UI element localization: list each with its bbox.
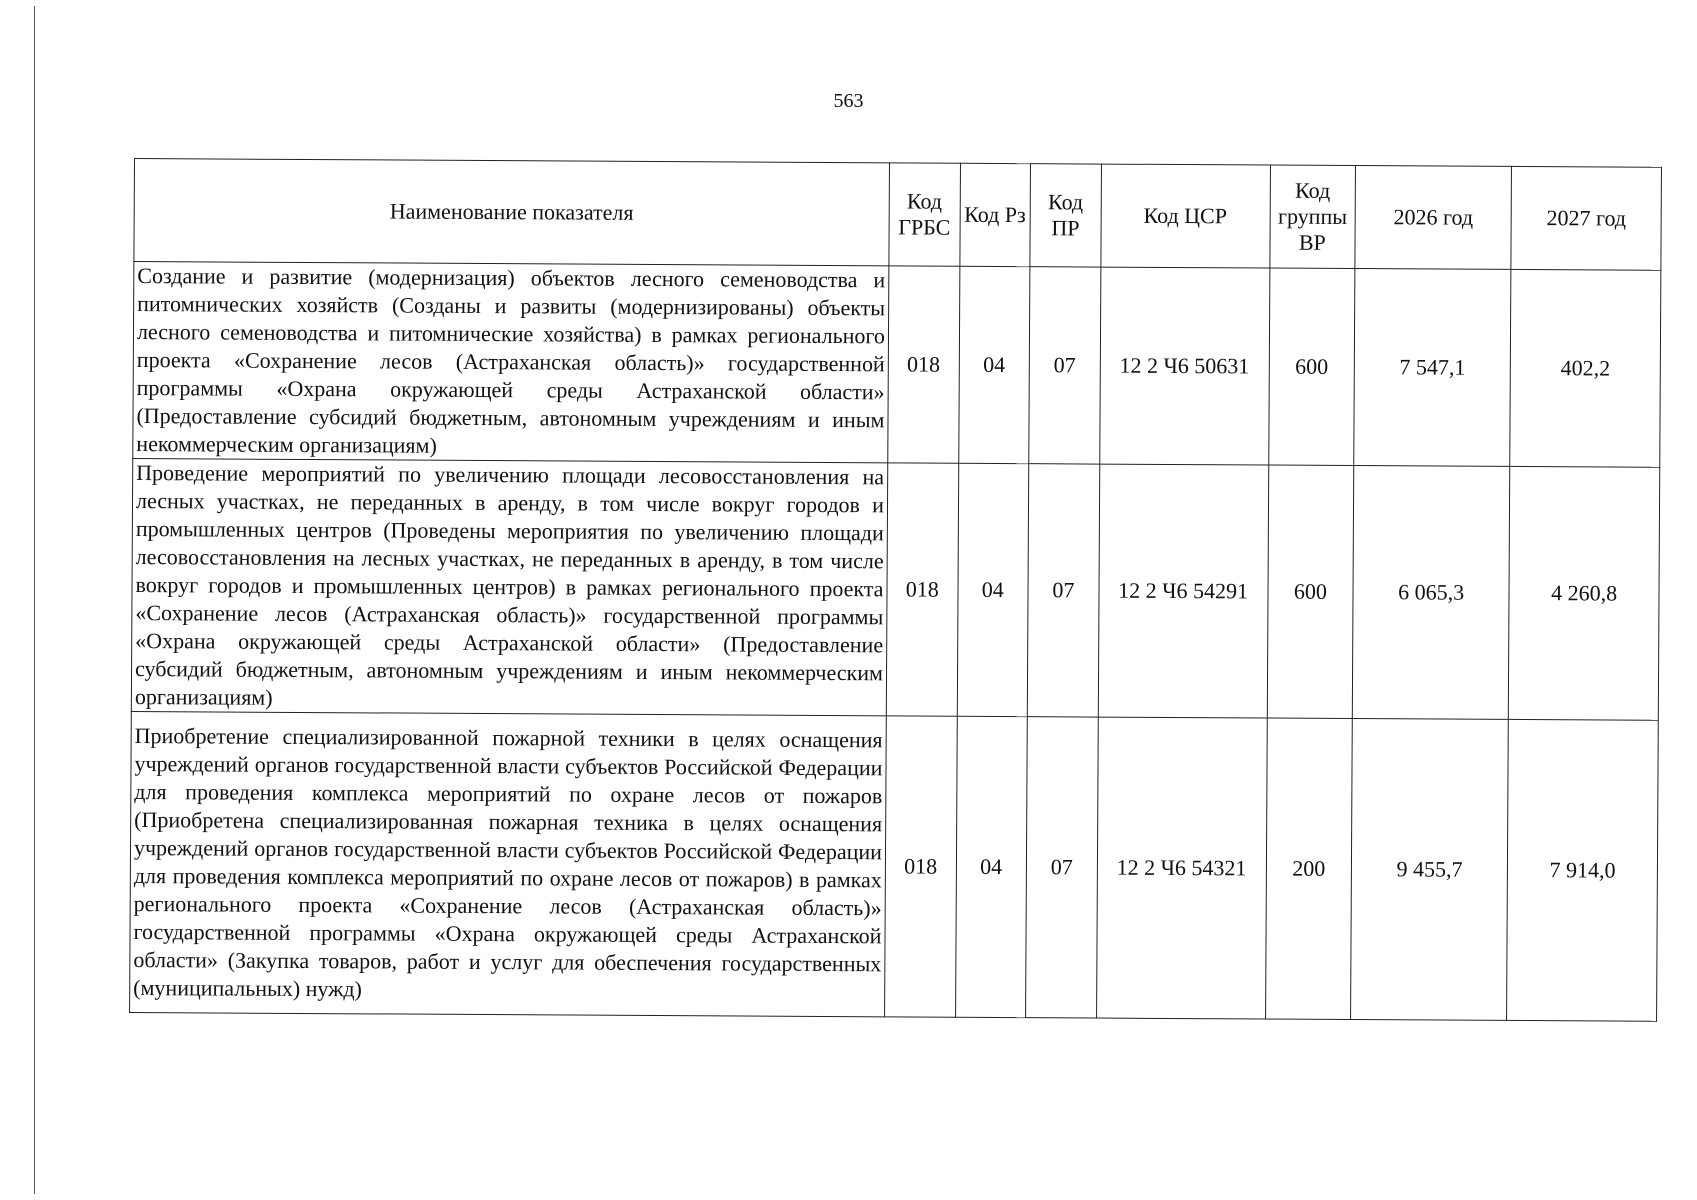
vr-cell: 600 [1268, 268, 1355, 465]
pr-cell: 07 [1026, 717, 1098, 1018]
header-year-2026: 2026 год [1355, 166, 1512, 270]
vr-cell: 600 [1267, 465, 1354, 718]
csr-cell: 12 2 Ч6 54321 [1096, 717, 1267, 1019]
budget-table [129, 158, 1662, 1022]
rz-cell: 04 [957, 463, 1029, 716]
amount-2026-cell: 6 065,3 [1352, 466, 1510, 720]
header-rz-code: Код Рз [959, 163, 1030, 266]
indicator-name-cell: Проведение мероприятий по увеличению площади лесовосстановления на лесных участках, не переданных в аренду, в том числе вокруг городов и промышленных центров (Проведены мероприятия по увеличению площади лесовосстановления на лесных участках, не переданных в аренду, в том числе вокруг городов и промышленных центров) в рамках регионального проекта «Сохранение лесов (Астраханская область)» государственной программы «Охрана окружающей среды Астраханской области» (Предоставление субсидий бюджетным, автономным учреждениям и иным некоммерческим организациям) [131, 458, 887, 715]
table-row [130, 711, 1659, 1021]
header-vr-group-code: Код группы ВР [1269, 165, 1355, 268]
csr-cell: 12 2 Ч6 50631 [1099, 267, 1269, 465]
header-year-2027: 2027 год [1511, 166, 1661, 270]
table-row [131, 458, 1659, 720]
rz-cell: 04 [955, 716, 1027, 1017]
grbs-cell: 018 [885, 716, 957, 1017]
pr-cell: 07 [1029, 267, 1101, 464]
amount-2027-cell: 402,2 [1510, 269, 1661, 467]
pr-cell: 07 [1027, 464, 1099, 717]
grbs-cell: 018 [888, 266, 960, 463]
header-pr-code: Код ПР [1030, 164, 1101, 267]
page-number: 563 [833, 90, 864, 112]
header-grbs-code: Код ГРБС [889, 163, 960, 266]
rz-cell: 04 [958, 266, 1030, 463]
header-csr-code: Код ЦСР [1101, 164, 1271, 268]
table-header-row [134, 159, 1662, 271]
amount-2026-cell: 7 547,1 [1354, 269, 1511, 467]
vr-cell: 200 [1265, 718, 1352, 1019]
indicator-name-cell: Приобретение специализированной пожарной техники в целях оснащения учреждений органов государственной власти субъектов Российской Федерации для проведения комплекса мероприятий по охране лесов от пожаров (Приобретена специализированная пожарная техника в целях оснащения учреждений органов государственной власти субъектов Российской Федерации для проведения комплекса мероприятий по охране лесов от пожаров) в рамках регионального проекта «Сохранение лесов (Астраханская область)» государственной программы «Охрана окружающей среды Астраханской области» (Закупка товаров, работ и услуг для обеспечения государственных (муниципальных) нужд) [130, 711, 887, 1016]
indicator-name-cell: Создание и развитие (модернизация) объектов лесного семеноводства и питомнических хозяйств (Созданы и развиты (модернизированы) объекты лесного семеноводства и питомнические хозяйства) в рамках регионального проекта «Сохранение лесов (Астраханская область)» государственной программы «Охрана окружающей среды Астраханской области» (Предоставление субсидий бюджетным, автономным учреждениям и иным некоммерческим организациям) [133, 262, 889, 463]
amount-2027-cell: 7 914,0 [1507, 719, 1659, 1021]
grbs-cell: 018 [886, 463, 958, 716]
amount-2026-cell: 9 455,7 [1351, 719, 1509, 1021]
header-indicator-name: Наименование показателя [134, 159, 890, 266]
binding-margin-line [34, 6, 35, 1194]
csr-cell: 12 2 Ч6 54291 [1098, 464, 1268, 718]
amount-2027-cell: 4 260,8 [1509, 466, 1660, 720]
table-row [133, 262, 1661, 468]
